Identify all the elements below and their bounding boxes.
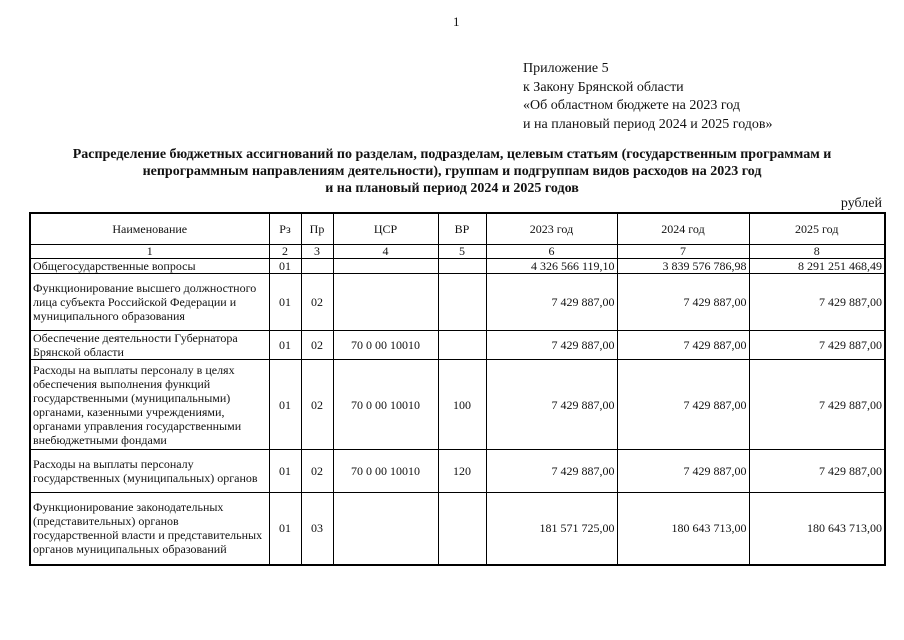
row-rz: 01 [269,274,301,331]
row-2025: 7 429 887,00 [749,331,885,360]
row-csr [333,493,438,565]
header-2024: 2024 год [617,213,749,245]
row-pr: 03 [301,493,333,565]
row-2024: 7 429 887,00 [617,274,749,331]
row-vr: 100 [438,360,486,450]
row-rz: 01 [269,450,301,493]
row-pr [301,259,333,274]
row-2024: 3 839 576 786,98 [617,259,749,274]
row-rz: 01 [269,331,301,360]
header-pr: Пр [301,213,333,245]
document-title [14,146,890,197]
row-2025: 8 291 251 468,49 [749,259,885,274]
row-name: Обеспечение деятельности Губернатора Брянской области [30,331,269,360]
row-2025: 7 429 887,00 [749,450,885,493]
table-row [30,450,885,493]
row-2025: 7 429 887,00 [749,274,885,331]
row-csr [333,259,438,274]
row-vr [438,259,486,274]
header-2025: 2025 год [749,213,885,245]
row-vr: 120 [438,450,486,493]
row-vr [438,493,486,565]
row-2024: 180 643 713,00 [617,493,749,565]
header-rz: Рз [269,213,301,245]
row-csr: 70 0 00 10010 [333,450,438,493]
header-vr: ВР [438,213,486,245]
row-name: Функционирование законодательных (представительных) органов государственной власти и представительных органов муниципальных образований [30,493,269,565]
column-number: 3 [301,245,333,259]
header-row [30,213,885,245]
row-pr: 02 [301,360,333,450]
row-2024: 7 429 887,00 [617,331,749,360]
table-row [30,259,885,274]
row-name: Общегосударственные вопросы [30,259,269,274]
column-number: 6 [486,245,617,259]
row-name: Функционирование высшего должностного лица субъекта Российской Федерации и муниципального образования [30,274,269,331]
column-number: 2 [269,245,301,259]
row-rz: 01 [269,493,301,565]
page-number: 1 [453,14,460,29]
row-2023: 7 429 887,00 [486,274,617,331]
title-line: непрограммным направлениям деятельности), группам и подгруппам видов расходов на 2023 год [142,164,762,179]
header-2023: 2023 год [486,213,617,245]
row-name: Расходы на выплаты персоналу государственных (муниципальных) органов [30,450,269,493]
table-row [30,493,885,565]
row-name: Расходы на выплаты персоналу в целях обеспечения выполнения функций государственными (муниципальными) органами, казенными учреждениями, органами управления государственными внебюджетными фондами [30,360,269,450]
row-vr [438,331,486,360]
column-number: 5 [438,245,486,259]
row-2024: 7 429 887,00 [617,450,749,493]
row-2025: 180 643 713,00 [749,493,885,565]
column-number: 7 [617,245,749,259]
row-pr: 02 [301,331,333,360]
column-number: 8 [749,245,885,259]
appendix-line: к Закону Брянской области [523,79,684,95]
appendix-line: и на плановый период 2024 и 2025 годов» [523,116,773,132]
column-number: 4 [333,245,438,259]
appendix-line: «Об областном бюджете на 2023 год [523,98,740,113]
row-rz: 01 [269,360,301,450]
row-rz: 01 [269,259,301,274]
column-number: 1 [30,245,269,259]
header-csr: ЦСР [333,213,438,245]
row-2024: 7 429 887,00 [617,360,749,450]
row-2023: 4 326 566 119,10 [486,259,617,274]
appendix-line: Приложение 5 [523,61,609,76]
row-csr: 70 0 00 10010 [333,331,438,360]
row-pr: 02 [301,274,333,331]
units-label: рублей [840,196,882,211]
title-line: и на плановый период 2024 и 2025 годов [325,181,579,196]
row-csr [333,274,438,331]
row-csr: 70 0 00 10010 [333,360,438,450]
table-row [30,274,885,331]
row-2023: 7 429 887,00 [486,450,617,493]
row-2023: 7 429 887,00 [486,331,617,360]
title-line: Распределение бюджетных ассигнований по разделам, подразделам, целевым статьям (государственным программам и [72,147,832,162]
row-vr [438,274,486,331]
row-pr: 02 [301,450,333,493]
row-2023: 7 429 887,00 [486,360,617,450]
row-2023: 181 571 725,00 [486,493,617,565]
row-2025: 7 429 887,00 [749,360,885,450]
budget-table [29,212,886,566]
table-row [30,331,885,360]
table-row [30,360,885,450]
column-number-row [30,245,885,259]
appendix-header [523,60,773,134]
header-name: Наименование [30,213,269,245]
